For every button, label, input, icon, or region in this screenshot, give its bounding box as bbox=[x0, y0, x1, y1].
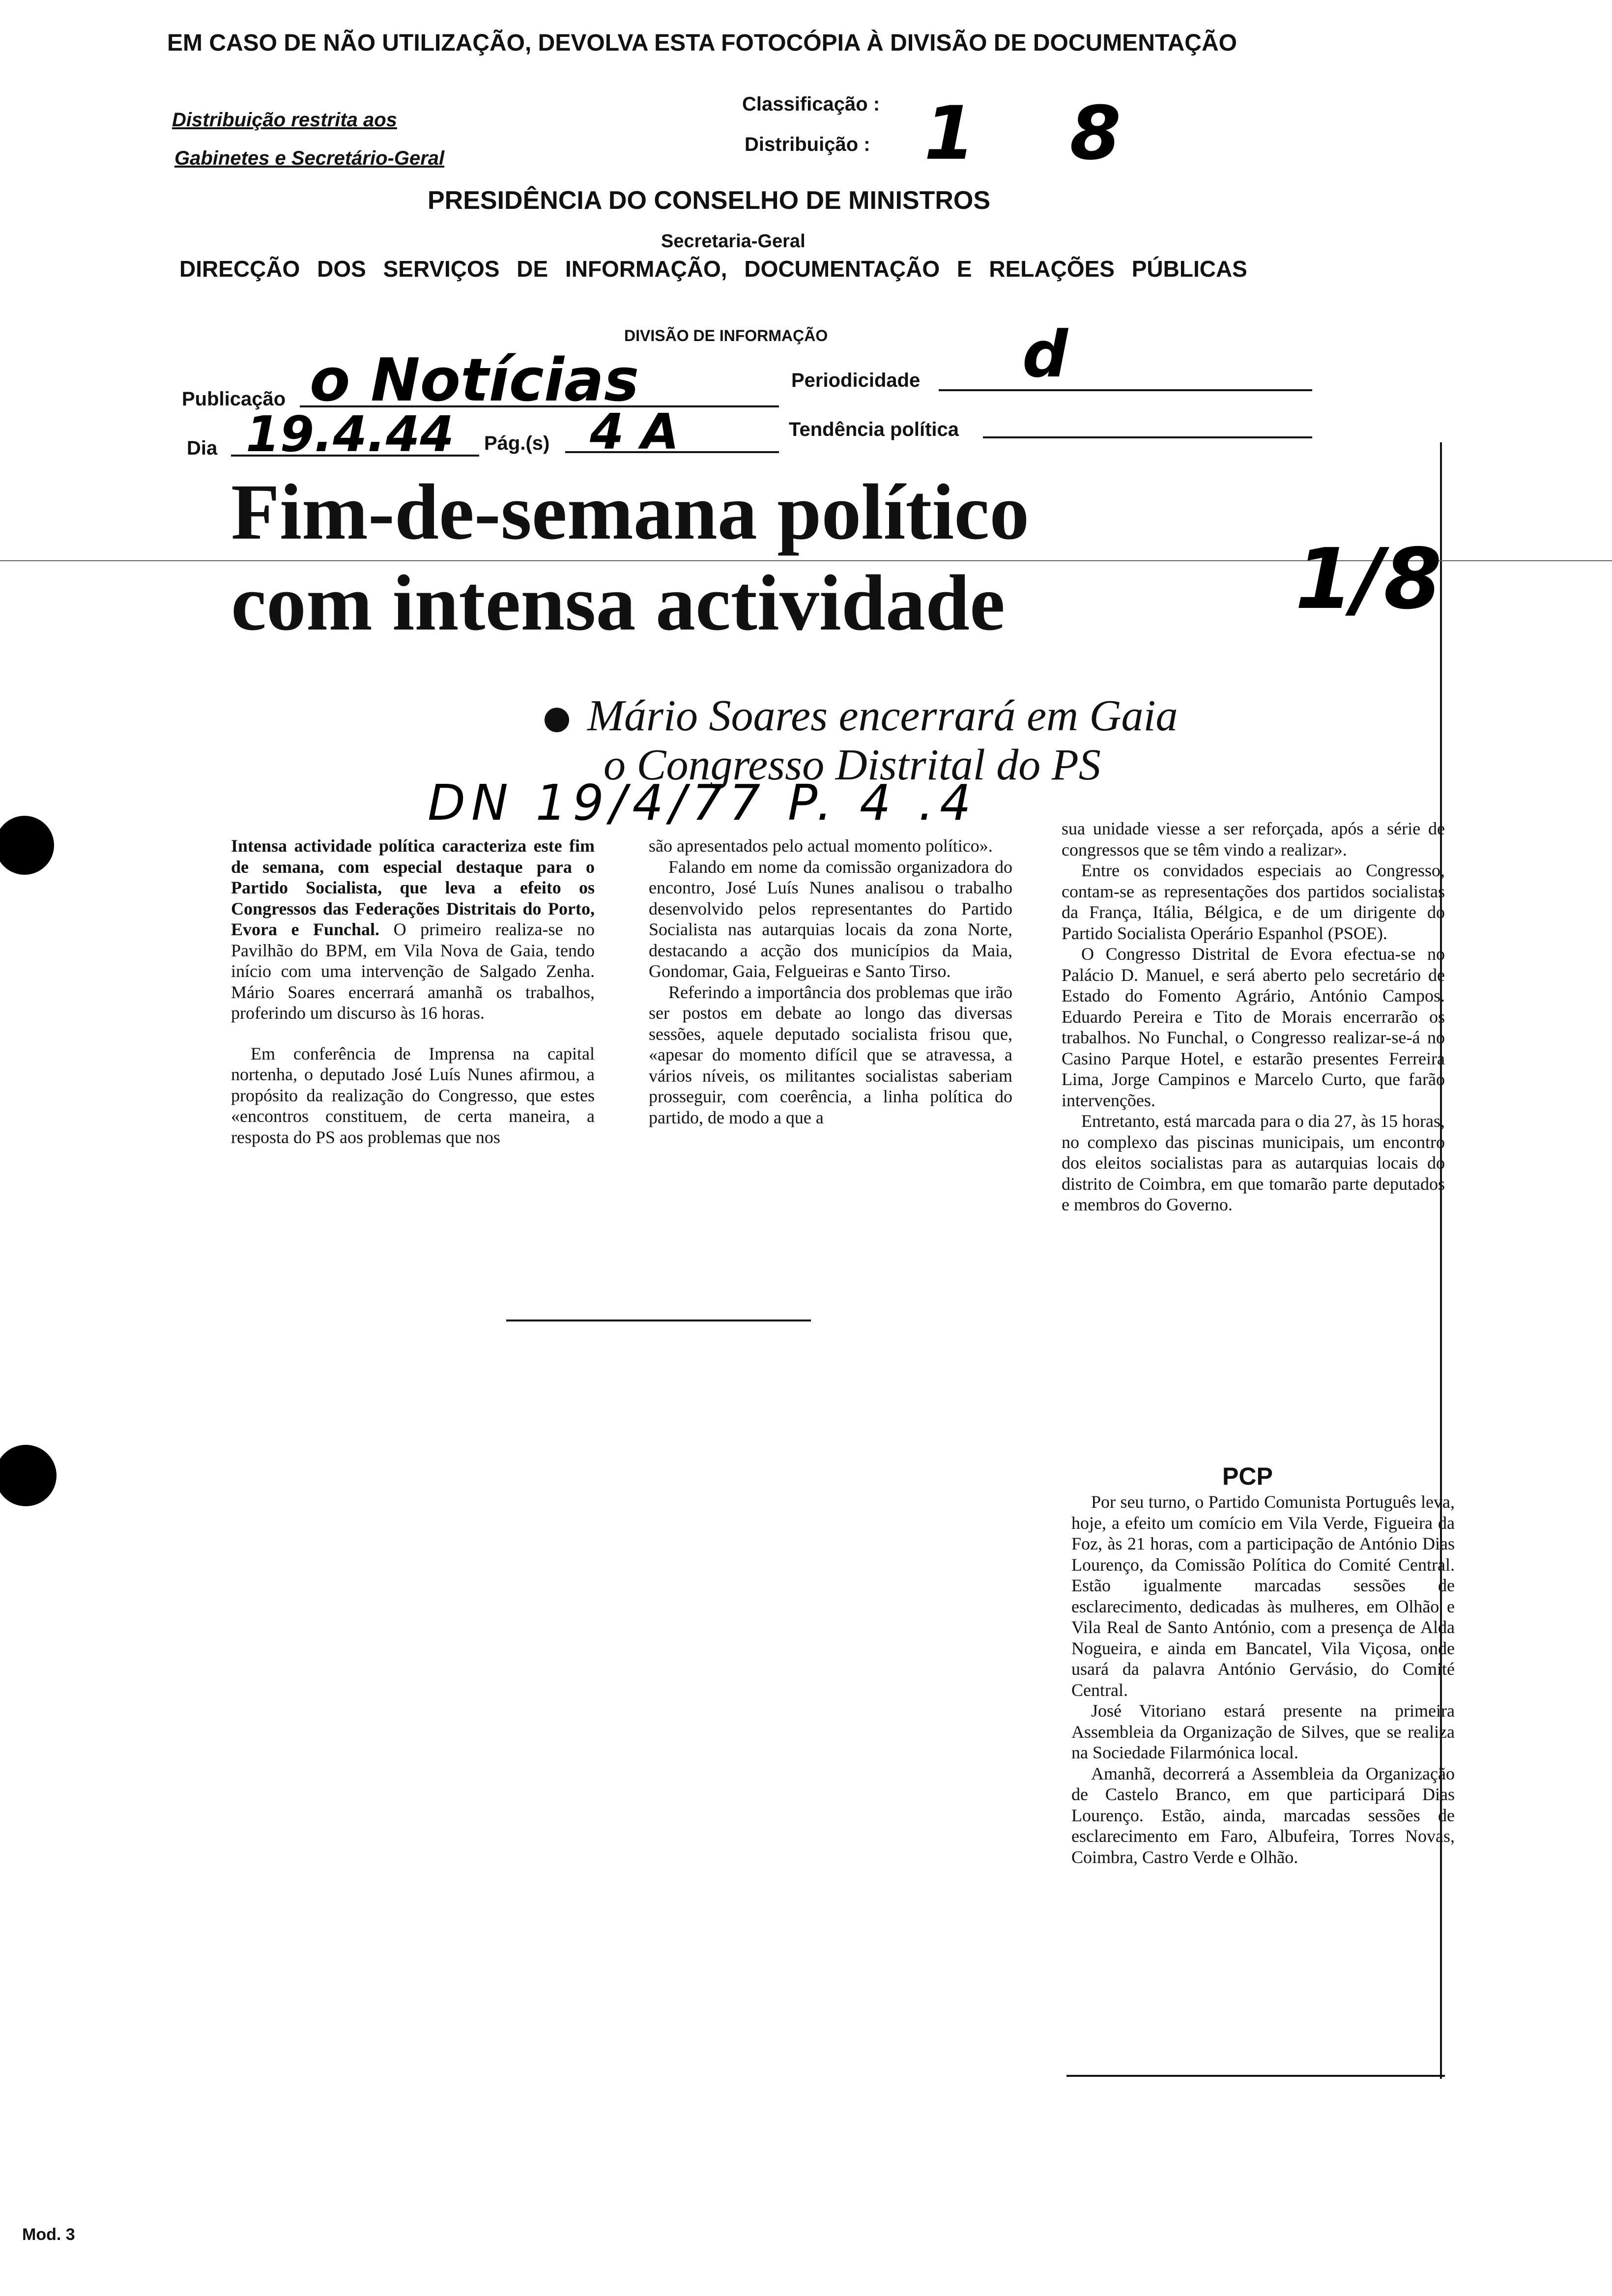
tendency-label: Tendência política bbox=[789, 419, 959, 440]
paragraph: Referindo a importância dos problemas que irão ser postos em debate ao longo das diversas sessões, aquele deputado socialista frisou que, «apesar do momento difícil que se atravessa, a vários níveis, os militantes socialistas saberiam prosseguir, com coerência, a linha política do partido, de modo a que a bbox=[649, 982, 1012, 1127]
clipping-bottom-border bbox=[1066, 2075, 1445, 2077]
section-heading-pcp: PCP bbox=[1222, 1463, 1273, 1490]
organization-title: PRESIDÊNCIA DO CONSELHO DE MINISTROS bbox=[428, 186, 991, 215]
article-column-4 bbox=[1071, 1492, 1455, 1867]
paragraph: José Vitoriano estará presente na primeira Assembleia da Organização de Silves, que se realiza na Sociedade Filarmónica local. bbox=[1071, 1701, 1455, 1762]
department-title: DIRECÇÃO DOS SERVIÇOS DE INFORMAÇÃO, DOCUMENTAÇÃO E RELAÇÕES PÚBLICAS bbox=[179, 256, 1247, 282]
paragraph: Em conferência de Imprensa na capital nortenha, o deputado José Luís Nunes afirmou, a propósito da realização do Congresso, que estes «encontros constituem, de certa maneira, a resposta do PS aos problemas que nos bbox=[231, 1043, 595, 1147]
paragraph: O Congresso Distrital de Evora efectua-se no Palácio D. Manuel, e será aberto pelo secretário de Estado do Fomento Agrário, António Campos. Eduardo Pereira e Tito de Morais encerrarão os trabalhos. No Funchal, o Congresso realizar-se-á no Casino Parque Hotel, e estarão presentes Ferreira Lima, Jorge Campinos e Marcelo Curto, que farão intervenções. bbox=[1062, 944, 1445, 1110]
lead-paragraph: Intensa actividade política caracteriza este fim de semana, com especial destaque para o Partido Socialista, que leva a efeito os Congressos das Federações Distritais do Porto, Evora e Funchal. bbox=[231, 836, 595, 939]
punch-hole-bottom bbox=[0, 1445, 57, 1506]
paragraph: O primeiro realiza-se no Pavilhão do BPM, em Vila Nova de Gaia, tendo início com uma intervenção de Salgado Zenha. Mário Soares encerrará amanhã os trabalhos, proferindo um discurso às 16 horas. bbox=[231, 919, 595, 1023]
day-label: Dia bbox=[187, 437, 218, 459]
classification-handwritten: 1 8 bbox=[924, 91, 1155, 176]
subheadline-line1: Mário Soares encerrará em Gaia bbox=[587, 691, 1178, 740]
paragraph: são apresentados pelo actual momento político». bbox=[649, 836, 993, 856]
source-handwritten-ref: DN 19/4/77 P. 4 .4 bbox=[428, 774, 977, 832]
paragraph: Entre os convidados especiais ao Congresso, contam-se as representações dos partidos socialistas da França, Itália, Bélgica, e de um dirigente do Partido Socialista Operário Espanhol (PSOE). bbox=[1062, 861, 1445, 943]
return-notice: EM CASO DE NÃO UTILIZAÇÃO, DEVOLVA ESTA FOTOCÓPIA À DIVISÃO DE DOCUMENTAÇÃO bbox=[167, 30, 1237, 56]
headline-handwritten-mark: 1/8 bbox=[1295, 531, 1442, 628]
subhead-bullet-icon bbox=[545, 708, 569, 732]
paragraph: Por seu turno, o Partido Comunista Português leva, hoje, a efeito um comício em Vila Verde, Figueira da Foz, às 21 horas, com a participação de António Dias Lourenço, da Comissão Política do Comité Central. Estão igualmente marcadas sessões de esclarecimento, dedicadas às mulheres, em Olhão e Vila Real de Santo António, com a presença de Alda Nogueira, e ainda em Bancatel, Vila Viçosa, onde usará da palavra António Gervásio, do Comité Central. bbox=[1071, 1492, 1455, 1700]
periodicity-handwritten: d bbox=[1022, 317, 1068, 392]
distribution-label: Distribuição : bbox=[745, 134, 870, 155]
division-title: DIVISÃO DE INFORMAÇÃO bbox=[624, 327, 828, 344]
paragraph: Falando em nome da comissão organizadora do encontro, José Luís Nunes analisou o trabalho desenvolvido pelos representantes do Partido Socialista nas autarquias locais da zona Norte, destacando a acção dos municípios da Maia, Gondomar, Gaia, Felgueiras e Santo Tirso. bbox=[649, 857, 1012, 981]
secretariat-title: Secretaria-Geral bbox=[661, 231, 806, 252]
distribution-restriction-line1: Distribuição restrita aos bbox=[172, 109, 397, 131]
form-model-label: Mod. 3 bbox=[22, 2225, 75, 2244]
day-handwritten: 19.4.44 bbox=[246, 405, 454, 463]
periodicity-label: Periodicidade bbox=[791, 370, 921, 391]
page-handwritten: 4 A bbox=[590, 403, 679, 460]
publication-label: Publicação bbox=[182, 388, 286, 410]
headline-line1: Fim-de-semana político bbox=[231, 468, 1030, 556]
article-column-1 bbox=[231, 835, 595, 1148]
paragraph: Entretanto, está marcada para o dia 27, às 15 horas, no complexo das piscinas municipais, um encontro dos eleitos socialistas para as autarquias locais do distrito de Coimbra, em que tomarão parte deputados e membros do Governo. bbox=[1062, 1111, 1445, 1214]
paragraph: sua unidade viesse a ser reforçada, após a série de congressos que se têm vindo a realizar». bbox=[1062, 819, 1445, 860]
article-column-2 bbox=[649, 835, 1012, 1128]
punch-hole-top bbox=[0, 816, 54, 875]
distribution-restriction-line2: Gabinetes e Secretário-Geral bbox=[174, 147, 445, 169]
page-label: Pág.(s) bbox=[484, 432, 550, 454]
classification-label: Classificação : bbox=[742, 93, 880, 115]
subheadline-line2: o Congresso Distrital do PS bbox=[604, 741, 1101, 789]
periodicity-field-line bbox=[939, 389, 1312, 391]
headline-line2: com intensa actividade bbox=[231, 559, 1005, 647]
tendency-field-line bbox=[983, 436, 1312, 438]
paragraph: Amanhã, decorrerá a Assembleia da Organização de Castelo Branco, em que participará Dias Lourenço. Estão, ainda, marcadas sessões de esclarecimento em Faro, Albufeira, Torres Novas, Coimbra, Castro Verde e Olhão. bbox=[1071, 1763, 1455, 1867]
column-end-rule bbox=[506, 1320, 811, 1321]
article-column-3 bbox=[1062, 818, 1445, 1215]
publication-handwritten: o Notícias bbox=[310, 346, 639, 415]
